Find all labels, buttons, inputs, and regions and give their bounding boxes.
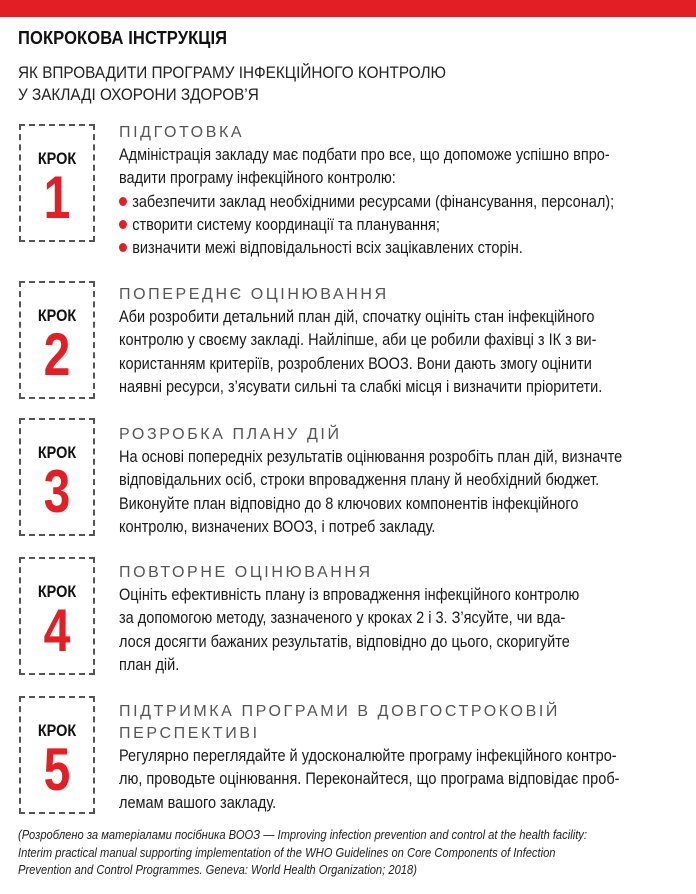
bullet-dot-icon xyxy=(119,243,127,252)
step-badge xyxy=(19,696,95,814)
step-badge xyxy=(19,124,95,242)
step-number: 2 xyxy=(43,321,71,388)
body-line: наявні ресурси, з’ясувати сильні та слабкі місця і визначити пріоритети. xyxy=(119,377,603,396)
step-body xyxy=(119,144,684,260)
page-subtitle xyxy=(18,62,522,106)
body-line: Виконуйте план відповідно до 8 ключових компонентів інфекційного xyxy=(119,494,579,513)
subtitle-line: ЯК ВПРОВАДИТИ ПРОГРАМУ ІНФЕКЦІЙНОГО КОНТРОЛЮ xyxy=(18,63,446,82)
step-number: 3 xyxy=(43,458,71,525)
subtitle-line: У ЗАКЛАДІ ОХОРОНИ ЗДОРОВ’Я xyxy=(18,85,259,104)
step-number: 5 xyxy=(43,736,71,803)
body-line: Оцініть ефективність плану із впровадження інфекційного контролю xyxy=(119,586,580,604)
body-line: лося досягти бажаних результатів, відповідно до цього, скоригуйте xyxy=(119,632,570,651)
step-badge xyxy=(19,418,95,536)
source-citation xyxy=(18,826,672,879)
step-number: 1 xyxy=(43,164,71,231)
bullet-dot-icon xyxy=(119,220,127,229)
body-line: Адміністрація закладу має подбати про все, що допоможе успішно впро- xyxy=(119,146,610,164)
step-heading: ПЕРСПЕКТИВІ xyxy=(119,725,260,742)
step-label: КРОК xyxy=(37,306,77,325)
body-line: На основі попередніх результатів оцінювання розробіть план дій, визначте xyxy=(119,448,623,466)
body-line: відповідальних осіб, строки впровадження плану й необхідний бюджет. xyxy=(119,471,600,490)
step-label: КРОК xyxy=(37,149,77,168)
body-line: Аби розробити детальний план дій, спочатку оцініть стан інфекційного xyxy=(119,308,595,326)
bullet-item xyxy=(119,191,684,214)
body-line: вадити програму інфекційного контролю: xyxy=(119,169,396,188)
body-line: лю, проводьте оцінювання. Переконайтеся, що програма відповідає проб- xyxy=(119,770,620,789)
citation-line: (Розроблено за матеріалами посібника ВООЗ — Improving infection prevention and control at the health facility: xyxy=(18,827,587,842)
step-label: КРОК xyxy=(37,721,77,740)
step-label: КРОК xyxy=(37,443,77,462)
body-line: контролю, визначених ВООЗ, і потреб закладу. xyxy=(119,517,436,536)
bullet-item xyxy=(119,214,684,237)
step-heading: РОЗРОБКА ПЛАНУ ДІЙ xyxy=(119,426,342,443)
page-title: ПОКРОКОВА ІНСТРУКЦІЯ xyxy=(18,28,228,48)
bullet-text: забезпечити заклад необхідними ресурсами (фінансування, персонал); xyxy=(132,192,615,211)
body-line: план дій. xyxy=(119,655,180,674)
step-body xyxy=(119,446,684,539)
step-number: 4 xyxy=(43,597,71,664)
step-body xyxy=(119,745,684,815)
step-body xyxy=(119,584,684,677)
step-heading: ПІДГОТОВКА xyxy=(119,124,245,141)
body-line: лемам вашого закладу. xyxy=(119,793,277,812)
bullet-text: визначити межі відповідальності всіх зацікавлених сторін. xyxy=(132,239,523,258)
step-heading: ПОВТОРНЕ ОЦІНЮВАННЯ xyxy=(119,564,373,581)
bullet-item xyxy=(119,237,684,260)
bullet-dot-icon xyxy=(119,197,127,206)
step-badge xyxy=(19,557,95,675)
top-accent-bar xyxy=(0,0,696,17)
body-line: користанням критеріїв, розроблених ВООЗ. Вони дають змогу оцінити xyxy=(119,354,592,373)
step-heading: ПІДТРИМКА ПРОГРАМИ В ДОВГОСТРОКОВІЙ xyxy=(119,703,561,720)
step-badge xyxy=(19,281,95,399)
body-line: Регулярно переглядайте й удосконалюйте програму інфекційного контро- xyxy=(119,747,617,765)
citation-line: Interim practical manual supporting implementation of the WHO Guidelines on Core Components of Infection xyxy=(18,844,556,860)
body-line: за допомогою методу, зазначеного у кроках 2 і 3. З’ясуйте, чи вда- xyxy=(119,609,566,628)
citation-line: Prevention and Control Programmes. Geneva: World Health Organization; 2018) xyxy=(18,862,417,877)
step-label: КРОК xyxy=(37,582,77,601)
step-heading: ПОПЕРЕДНЄ ОЦІНЮВАННЯ xyxy=(119,286,389,303)
bullet-text: створити систему координації та планування; xyxy=(132,215,440,234)
body-line: контролю у своєму закладі. Найліпше, аби це робили фахівці з ІК з ви- xyxy=(119,331,597,350)
step-body xyxy=(119,306,684,399)
